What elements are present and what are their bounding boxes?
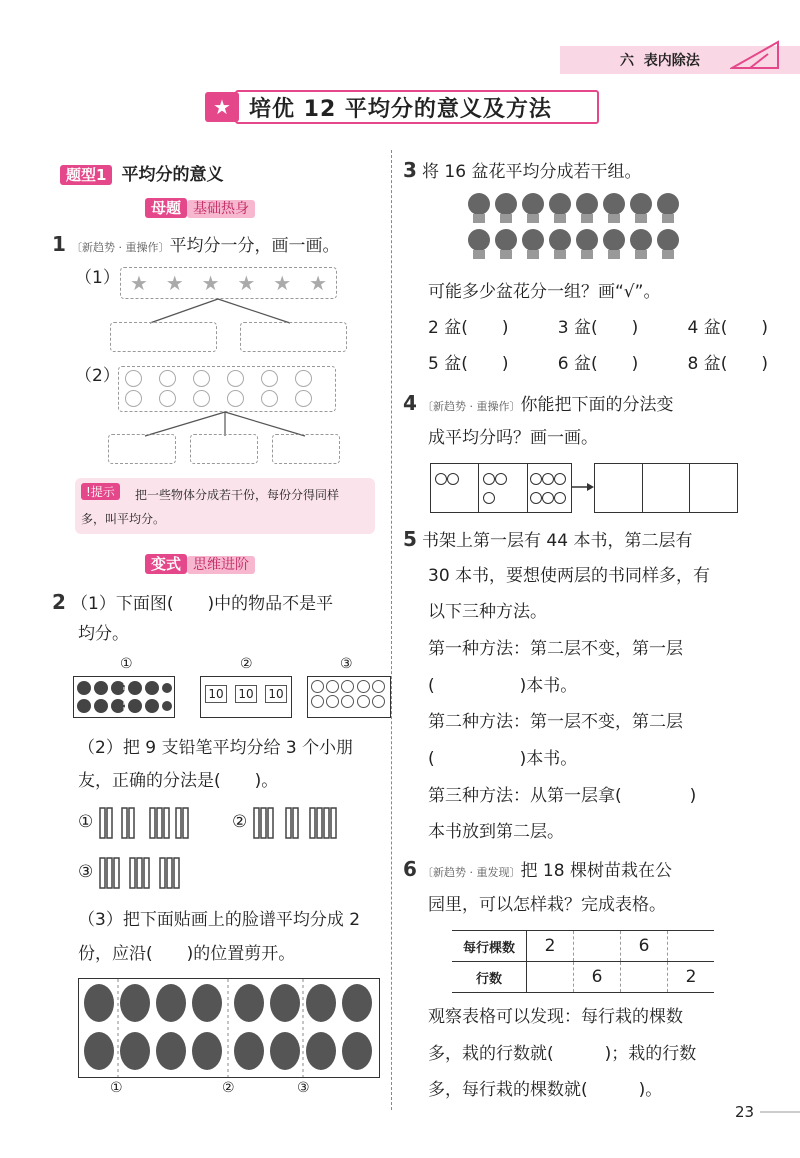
- q5-blank-3[interactable]: 第三种方法：从第一层拿( ): [428, 786, 697, 806]
- tree-table: 每行棵数 2 6 行数 6 2: [452, 930, 714, 993]
- circle: [125, 370, 142, 387]
- circle: [125, 390, 142, 407]
- circle: [261, 370, 278, 387]
- dot-box: [307, 676, 391, 718]
- star-icon: ★: [129, 271, 148, 295]
- circle: [227, 370, 244, 387]
- option-2[interactable]: 2 盆( ): [428, 318, 509, 338]
- q5-blank-2[interactable]: ( )本书。: [428, 749, 578, 769]
- variant-tag: 变式 思维进阶: [145, 553, 255, 574]
- option-6[interactable]: 6 盆( ): [557, 354, 639, 374]
- arrow-right-icon: [572, 480, 594, 494]
- q1-part1-label: （1）: [75, 268, 120, 288]
- circle: [159, 390, 176, 407]
- answer-box[interactable]: [190, 434, 258, 464]
- circle: [295, 370, 312, 387]
- option-4[interactable]: 4 盆( ): [687, 318, 768, 338]
- q1: 1 〔新趋势 · 重操作〕平均分一分，画一画。: [52, 232, 340, 256]
- chapter-header: 六 表内除法: [620, 53, 700, 69]
- ruler-icon: [730, 40, 780, 70]
- star-icon: ★: [273, 271, 292, 295]
- answer-box[interactable]: [110, 322, 217, 352]
- circle: [193, 370, 210, 387]
- option-8[interactable]: 8 盆( ): [687, 354, 768, 374]
- q6: 6 〔新趋势 · 重发现〕把 18 棵树苗栽在公: [403, 857, 672, 881]
- opera-mask-icon: [79, 979, 379, 1077]
- pack: 10: [235, 685, 256, 703]
- flower-pots-icon: [465, 190, 690, 266]
- star-icon: ★: [205, 92, 239, 122]
- star-icon: ★: [237, 271, 256, 295]
- answer-grid[interactable]: [594, 463, 738, 513]
- pencils-icon: [252, 800, 347, 840]
- pencils-icon: [98, 800, 193, 840]
- star-icon: ★: [201, 271, 220, 295]
- q3: 3 将 16 盆花平均分成若干组。: [403, 158, 642, 182]
- star-group: [120, 267, 337, 299]
- mask-sticker: [78, 978, 380, 1078]
- circle: [227, 390, 244, 407]
- q5-blank-1[interactable]: ( )本书。: [428, 676, 578, 696]
- q6-blank-1[interactable]: 多，栽的行数就( )；栽的行数: [428, 1044, 697, 1064]
- pack-box: [200, 676, 292, 718]
- q2: 2 （1）下面图( )中的物品不是平: [52, 590, 334, 614]
- circle-group: [118, 366, 336, 412]
- star-icon: ★: [165, 271, 184, 295]
- option-5[interactable]: 5 盆( ): [428, 354, 509, 374]
- page-title: [205, 90, 600, 122]
- tip-box: !提示 把一些物体分成若干份，每份分得同样 多，叫平均分。: [75, 478, 375, 534]
- q6-blank-2[interactable]: 多，每行栽的棵数就( )。: [428, 1080, 663, 1100]
- option-3[interactable]: 3 盆( ): [557, 318, 639, 338]
- answer-box[interactable]: [240, 322, 347, 352]
- circle: [159, 370, 176, 387]
- star-icon: ★: [309, 271, 328, 295]
- strawberry-icon: [74, 677, 174, 717]
- page-number: 23: [735, 1103, 755, 1121]
- column-divider: [391, 150, 392, 1110]
- q4: 4 〔新趋势 · 重操作〕你能把下面的分法变: [403, 391, 674, 415]
- circle: [295, 390, 312, 407]
- circle: [193, 390, 210, 407]
- page-rule: [760, 1111, 800, 1113]
- answer-box[interactable]: [108, 434, 176, 464]
- pencils-icon: [98, 850, 188, 890]
- answer-box[interactable]: [272, 434, 340, 464]
- title-text: 培优 12 平均分的意义及方法: [249, 97, 552, 122]
- strawberry-box: [73, 676, 175, 718]
- circle: [261, 390, 278, 407]
- mother-tag: 母题 基础热身: [145, 197, 255, 218]
- q5: 5 书架上第一层有 44 本书，第二层有: [403, 527, 693, 551]
- uneven-groups: [430, 463, 572, 513]
- section-heading: 题型1 平均分的意义: [60, 160, 224, 185]
- pack: 10: [265, 685, 286, 703]
- q1-part2-label: （2）: [75, 366, 120, 386]
- pack: 10: [205, 685, 226, 703]
